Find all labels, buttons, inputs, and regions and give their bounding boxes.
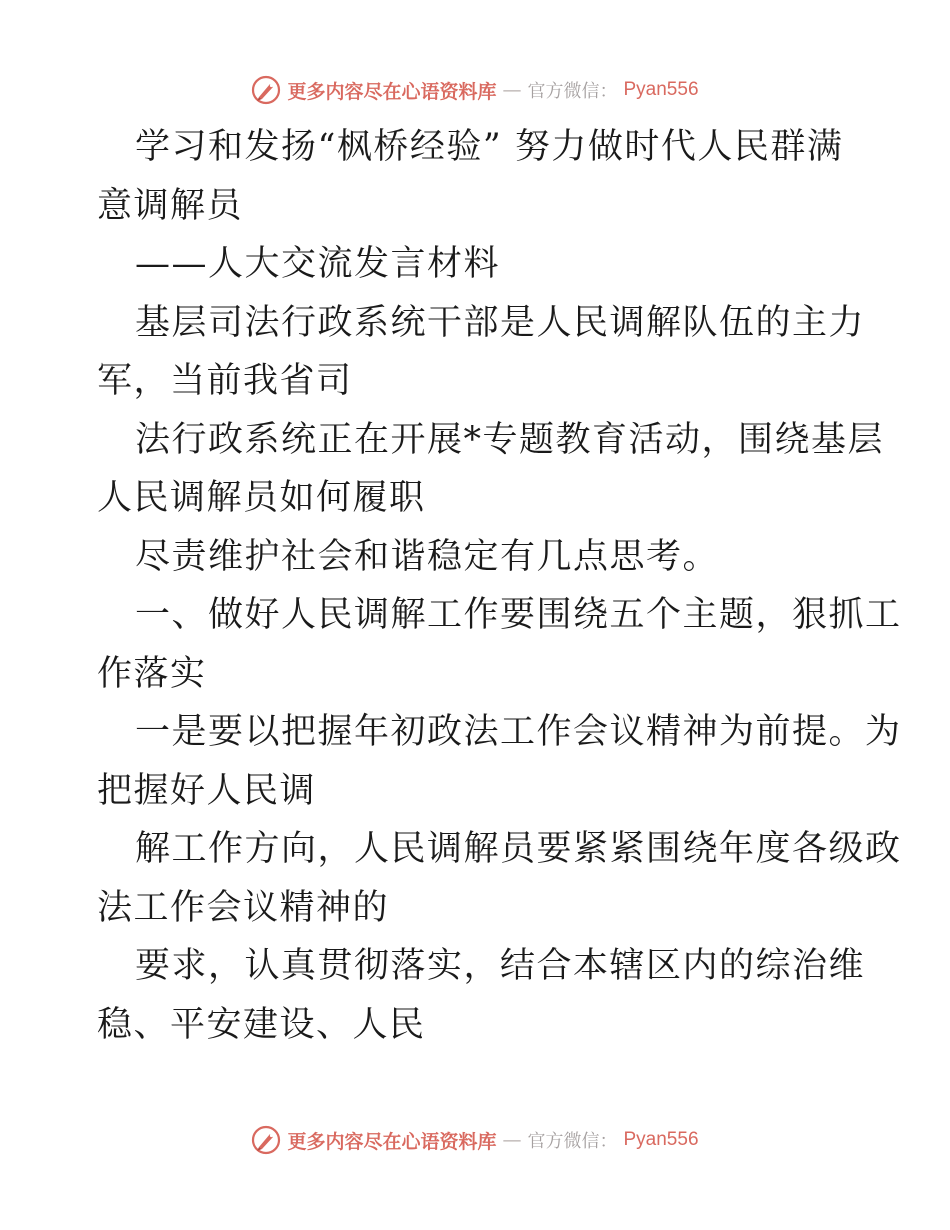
watermark-wechat-id: Pyan556	[623, 1129, 699, 1150]
paragraph-line: 一是要以把握年初政法工作会议精神为前提。为	[135, 712, 902, 752]
paragraph-line: 把握好人民调	[97, 770, 317, 811]
paragraph-line: 尽责维护社会和谐稳定有几点思考。	[135, 536, 720, 577]
paragraph-line: 法行政系统正在开展*专题教育活动，围绕基层	[135, 419, 885, 460]
title-line-1: 学习和发扬“枫桥经验” 努力做时代人民群满	[135, 127, 844, 167]
paragraph-line: 基层司法行政系统干部是人民调解队伍的主力	[135, 302, 866, 343]
title-line-2: 意调解员	[97, 185, 244, 226]
watermark-wechat-label: 官方微信：	[527, 81, 618, 102]
watermark-site-text: 更多内容尽在心语资料库	[287, 80, 497, 103]
paragraph-line: 人民调解员如何履职	[97, 478, 426, 518]
watermark-separator: —	[502, 79, 522, 101]
paragraph-line: 法工作会议精神的	[97, 887, 390, 928]
pen-logo-icon	[251, 1125, 281, 1155]
document-body	[97, 118, 902, 1054]
watermark-separator: —	[502, 1129, 522, 1151]
watermark-wechat-id: Pyan556	[623, 79, 699, 100]
section-heading-line: 一、做好人民调解工作要围绕五个主题，狠抓工	[135, 595, 902, 635]
watermark-banner-bottom	[0, 1120, 950, 1160]
watermark-site-text: 更多内容尽在心语资料库	[287, 1130, 497, 1153]
section-heading-line: 作落实	[97, 653, 207, 694]
watermark-banner-top	[0, 70, 950, 110]
watermark-wechat-label: 官方微信：	[527, 1131, 618, 1152]
paragraph-line: 要求，认真贯彻落实，结合本辖区内的综治维	[135, 946, 866, 986]
paragraph-line: 稳、平安建设、人民	[97, 1004, 426, 1045]
pen-logo-icon	[251, 75, 281, 105]
paragraph-line: 军，当前我省司	[97, 361, 353, 401]
paragraph-line: 解工作方向，人民调解员要紧紧围绕年度各级政	[135, 829, 902, 869]
subtitle-line: ——人大交流发言材料	[135, 244, 501, 284]
